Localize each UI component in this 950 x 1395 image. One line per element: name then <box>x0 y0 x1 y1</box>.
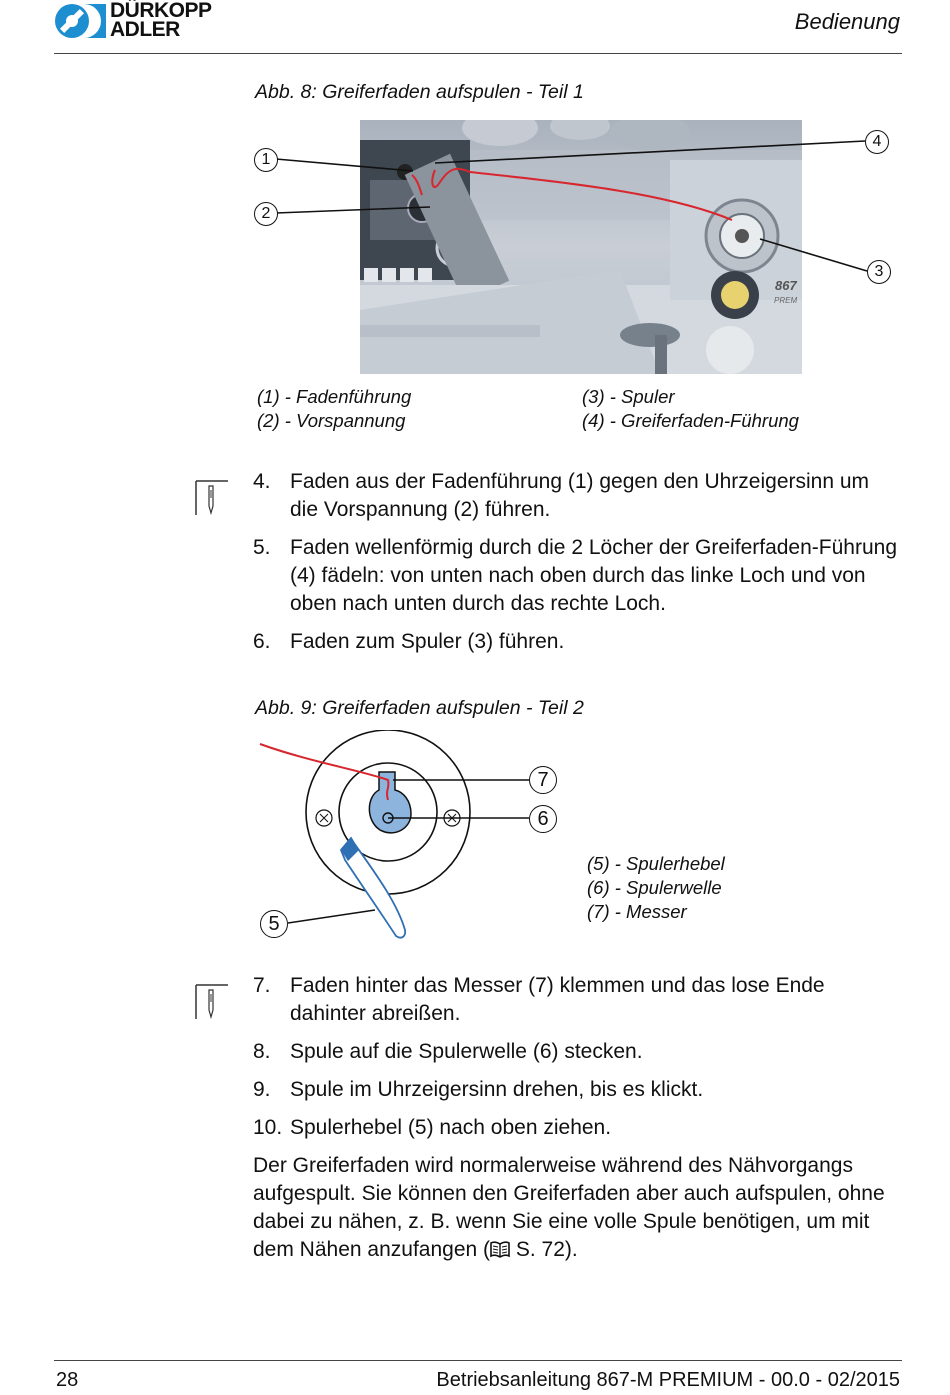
legend-item-3: (3) - Spuler <box>582 386 675 407</box>
step-text: Faden hinter das Messer (7) klemmen und das lose Ende dahinter abreißen. <box>290 974 825 1025</box>
brand-logo <box>54 2 224 42</box>
document-title: Betriebsanleitung 867-M PREMIUM - 00.0 - 02/2015 <box>436 1369 900 1391</box>
figure-8-caption: Abb. 8: Greiferfaden aufspulen - Teil 1 <box>255 81 584 103</box>
step-text: Faden aus der Fadenführung (1) gegen den Uhrzeigersinn um die Vorspannung (2) führen. <box>290 470 870 521</box>
figure-8-callout-lines <box>250 125 900 285</box>
logo-line-2: ADLER <box>110 18 180 41</box>
legend-item-5: (5) - Spulerhebel <box>587 853 725 874</box>
logo-mark-icon <box>54 2 108 40</box>
page-reference-link[interactable]: S. 72). <box>510 1238 578 1261</box>
step-number: 4. <box>253 470 271 493</box>
step-text: Spule im Uhrzeigersinn drehen, bis es klickt. <box>290 1078 704 1101</box>
machine-label: 867 <box>775 278 797 293</box>
callout-1: 1 <box>254 148 278 172</box>
callout-7: 7 <box>529 766 557 794</box>
header-divider <box>54 53 902 54</box>
footer-divider <box>54 1360 902 1361</box>
step-number: 5. <box>253 536 271 559</box>
step-number: 10. <box>253 1116 283 1139</box>
paragraph-text: Der Greiferfaden wird normalerweise während des Nähvorgangs aufgespult. Sie können den Greiferfaden aber auch aufspulen, ohne dabei zu nähen, z. B. wenn Sie eine volle Spule benötigen, um mit dem Nähen anzufangen ( <box>253 1154 885 1261</box>
callout-2: 2 <box>254 202 278 226</box>
step-text: Spulerhebel (5) nach oben ziehen. <box>290 1116 612 1139</box>
step-text: Faden zum Spuler (3) führen. <box>290 630 565 653</box>
logo-line-1: DÜRKOPP <box>110 0 212 22</box>
callout-4: 4 <box>865 130 889 154</box>
machine-sublabel: PREM <box>774 296 798 305</box>
legend-item-7: (7) - Messer <box>587 901 687 922</box>
legend-item-1: (1) - Fadenführung <box>257 386 412 407</box>
callout-6: 6 <box>529 805 557 833</box>
page-number: 28 <box>56 1369 79 1391</box>
figure-9-diagram <box>255 730 575 945</box>
section-title: Bedienung <box>794 9 900 34</box>
legend-item-6: (6) - Spulerwelle <box>587 877 722 898</box>
step-number: 9. <box>253 1078 271 1101</box>
step-number: 7. <box>253 974 271 997</box>
body-paragraph <box>253 1152 901 1264</box>
callout-5: 5 <box>260 910 288 938</box>
step-text: Spule auf die Spulerwelle (6) stecken. <box>290 1040 643 1063</box>
legend-item-2: (2) - Vorspannung <box>257 410 406 431</box>
figure-9-caption: Abb. 9: Greiferfaden aufspulen - Teil 2 <box>255 697 584 719</box>
book-reference-icon <box>490 1241 510 1258</box>
needle-note-icon <box>195 480 229 516</box>
step-number: 8. <box>253 1040 271 1063</box>
callout-3: 3 <box>867 260 891 284</box>
legend-item-4: (4) - Greiferfaden-Führung <box>582 410 799 431</box>
needle-note-icon <box>195 984 229 1020</box>
step-number: 6. <box>253 630 271 653</box>
step-text: Faden wellenförmig durch die 2 Löcher der Greiferfaden-Führung (4) fädeln: von unten nach oben durch das linke Loch und von oben nach unten durch das rechte Loch. <box>290 536 898 615</box>
